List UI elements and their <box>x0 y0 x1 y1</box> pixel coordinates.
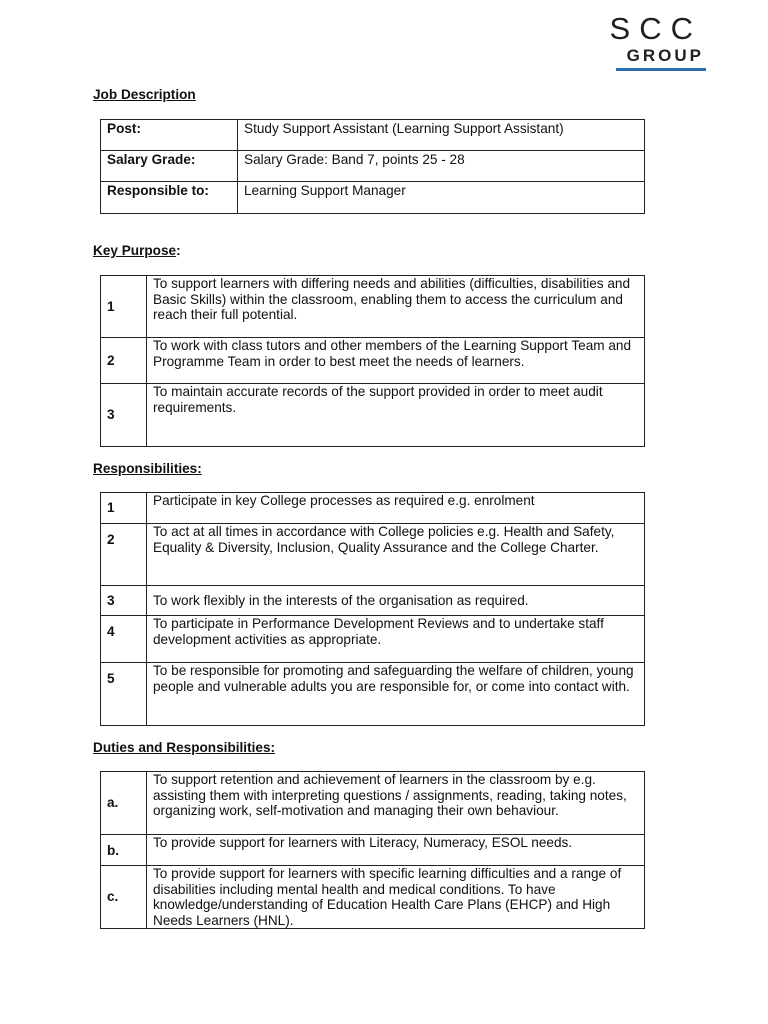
table-row <box>101 772 645 835</box>
responsibility-number: 5 <box>101 663 147 726</box>
duties-table <box>100 771 645 929</box>
key-purpose-text: To support learners with differing needs and abilities (difficulties, disabilities and Basic Skills) within the classroom, enabling them to access the curriculum and reach their full potential. <box>147 276 645 338</box>
responsible-to-label: Responsible to: <box>101 182 238 214</box>
duties-heading <box>93 740 275 756</box>
table-row <box>101 182 645 214</box>
table-row <box>101 586 645 616</box>
scc-group-logo <box>609 11 708 72</box>
table-row <box>101 524 645 586</box>
salary-grade-value: Salary Grade: Band 7, points 25 - 28 <box>238 151 645 182</box>
key-purpose-heading <box>93 243 181 259</box>
duty-text: To provide support for learners with specific learning difficulties and a range of disabilities including mental health and medical conditions. To have knowledge/understanding of Education Health Care Plans (EHCP) and High Needs Learners (HNL). <box>147 866 645 929</box>
logo-text-scc: SCC <box>609 11 702 46</box>
table-row <box>101 835 645 866</box>
key-purpose-text: To maintain accurate records of the support provided in order to meet audit requirements. <box>147 384 645 447</box>
responsibility-text: To work flexibly in the interests of the organisation as required. <box>147 586 645 616</box>
duty-letter: b. <box>101 835 147 866</box>
table-row <box>101 338 645 384</box>
duties-heading-text: Duties and Responsibilities: <box>93 740 276 755</box>
table-row <box>101 616 645 663</box>
key-purpose-heading-text: Key Purpose <box>93 243 177 258</box>
key-purpose-table <box>100 275 645 447</box>
duty-letter: a. <box>101 772 147 835</box>
duty-letter: c. <box>101 866 147 929</box>
responsibilities-heading-text: Responsibilities: <box>93 461 202 476</box>
job-description-heading-text: Job Description <box>93 87 196 102</box>
duty-text: To provide support for learners with Literacy, Numeracy, ESOL needs. <box>147 835 645 866</box>
table-row <box>101 120 645 151</box>
logo-text-group: GROUP <box>626 46 704 65</box>
key-purpose-heading-colon: : <box>176 243 181 258</box>
responsible-to-value: Learning Support Manager <box>238 182 645 214</box>
key-purpose-text: To work with class tutors and other members of the Learning Support Team and Programme Team in order to best meet the needs of learners. <box>147 338 645 384</box>
responsibility-text: Participate in key College processes as required e.g. enrolment <box>147 493 645 524</box>
responsibility-number: 2 <box>101 524 147 586</box>
key-purpose-number: 1 <box>101 276 147 338</box>
job-description-heading <box>93 87 196 103</box>
table-row <box>101 663 645 726</box>
table-row <box>101 151 645 182</box>
post-value: Study Support Assistant (Learning Support Assistant) <box>238 120 645 151</box>
table-row <box>101 384 645 447</box>
responsibility-number: 1 <box>101 493 147 524</box>
duty-text: To support retention and achievement of learners in the classroom by e.g. assisting them with interpreting questions / assignments, reading, taking notes, organizing work, self-motivation and managing their own behaviour. <box>147 772 645 835</box>
post-label: Post: <box>101 120 238 151</box>
responsibility-text: To be responsible for promoting and safeguarding the welfare of children, young people and vulnerable adults you are responsible for, or come into contact with. <box>147 663 645 726</box>
responsibility-text: To participate in Performance Development Reviews and to undertake staff development activities as appropriate. <box>147 616 645 663</box>
responsibility-number: 3 <box>101 586 147 616</box>
salary-grade-label: Salary Grade: <box>101 151 238 182</box>
table-row <box>101 493 645 524</box>
logo-underline-bar <box>616 68 706 71</box>
key-purpose-number: 2 <box>101 338 147 384</box>
responsibilities-heading <box>93 461 202 477</box>
responsibility-number: 4 <box>101 616 147 663</box>
responsibilities-table <box>100 492 645 726</box>
responsibility-text: To act at all times in accordance with College policies e.g. Health and Safety, Equality & Diversity, Inclusion, Quality Assurance and the College Charter. <box>147 524 645 586</box>
key-purpose-number: 3 <box>101 384 147 447</box>
table-row <box>101 866 645 929</box>
table-row <box>101 276 645 338</box>
job-description-table <box>100 119 645 214</box>
